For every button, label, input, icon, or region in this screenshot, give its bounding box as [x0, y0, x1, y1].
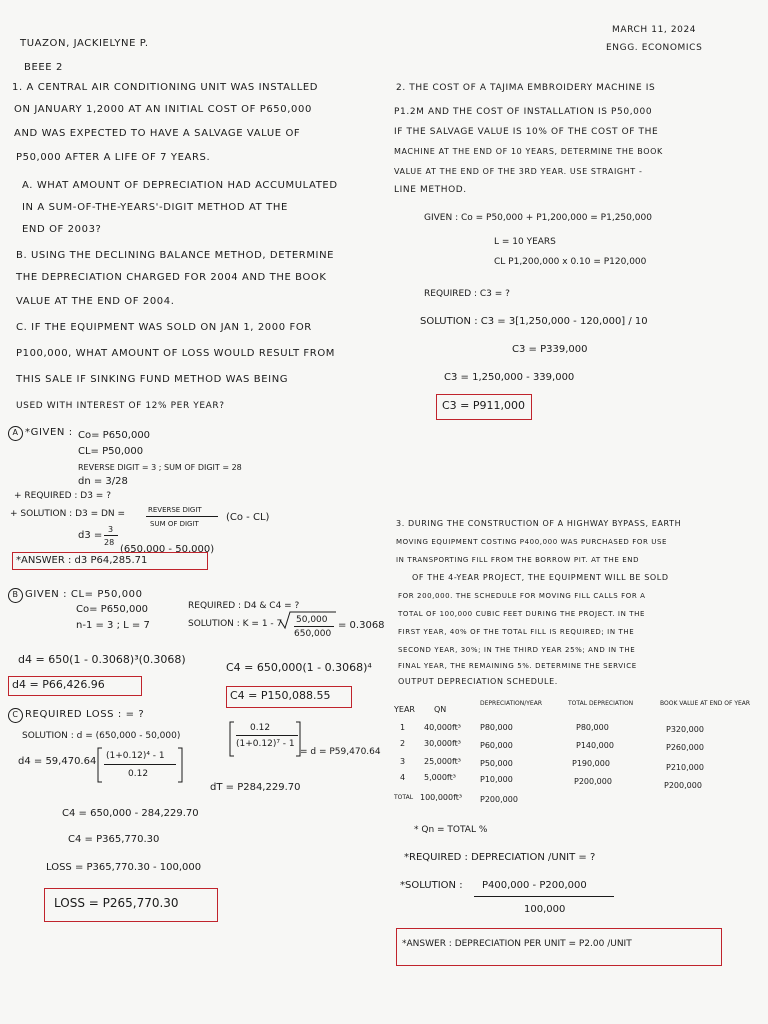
part-a-circle: A [8, 426, 23, 441]
sol-b-solution: SOLUTION : K = 1 - 7 [188, 619, 283, 629]
table-cell: 100,000ft³ [420, 793, 463, 802]
p3-required: *REQUIRED : DEPRECIATION /UNIT = ? [404, 852, 596, 863]
p1-b-line-1: B. USING THE DECLINING BALANCE METHOD, DETERMINE [16, 250, 335, 261]
table-cell: TOTAL [394, 794, 414, 801]
p1-a-line-3: END OF 2003? [22, 224, 102, 235]
sol-b-n: n-1 = 3 ; L = 7 [76, 620, 150, 631]
p3-line-7: FIRST YEAR, 40% OF THE TOTAL FILL IS REQUIRED; IN THE [398, 628, 635, 636]
p2-solution: SOLUTION : C3 = 3[1,250,000 - 120,000] / 10 [420, 316, 648, 327]
table-cell: P200,000 [664, 781, 702, 790]
date: MARCH 11, 2024 [612, 25, 697, 35]
table-cell: 25,000ft³ [424, 757, 462, 766]
table-header-year: YEAR [394, 705, 415, 714]
table-cell: 2 [400, 739, 406, 748]
p3-solution-label: *SOLUTION : [400, 880, 463, 891]
table-cell: P200,000 [480, 795, 518, 804]
sol-c-f2-den: 0.12 [128, 769, 149, 779]
sol-b-co: Co= P650,000 [76, 604, 149, 615]
p2-given-1: GIVEN : Co = P50,000 + P1,200,000 = P1,250,000 [424, 213, 652, 223]
sol-c-f1-den: (1+0.12)⁷ - 1 [236, 739, 295, 749]
sol-a-dn: dn = 3/28 [78, 476, 128, 487]
p2-line-1: 2. THE COST OF A TAJIMA EMBROIDERY MACHINE IS [396, 83, 656, 93]
p2-required: REQUIRED : C3 = ? [424, 289, 510, 299]
sol-b-d4-answer: d4 = P66,426.96 [12, 678, 105, 691]
sol-c-dt: dT = P284,229.70 [210, 782, 301, 793]
p1-line-4: P50,000 AFTER A LIFE OF 7 YEARS. [16, 152, 211, 163]
sol-b-required: REQUIRED : D4 & C4 = ? [188, 601, 300, 611]
sol-c-f1-result: = d = P59,470.64 [300, 747, 381, 757]
sol-c-required: C REQUIRED LOSS : = ? [8, 708, 144, 723]
p2-answer: C3 = P911,000 [442, 399, 526, 412]
table-cell: P200,000 [574, 777, 612, 786]
sol-c-f1-num: 0.12 [250, 723, 271, 733]
sol-a-solution: + SOLUTION : D3 = DN = [10, 509, 126, 519]
section-label: BEEE 2 [24, 62, 63, 73]
table-cell: P190,000 [572, 759, 610, 768]
sol-b-given: B GIVEN : CL= P50,000 [8, 588, 143, 603]
sol-b-d4: d4 = 650(1 - 0.3068)³(0.3068) [18, 653, 186, 666]
p1-b-line-2: THE DEPRECIATION CHARGED FOR 2004 AND THE BOOK [16, 272, 327, 283]
table-cell: P210,000 [666, 763, 704, 772]
sol-a-answer: *ANSWER : d3 P64,285.71 [16, 555, 148, 566]
p3-line-4: OF THE 4-YEAR PROJECT, THE EQUIPMENT WILL BE SOLD [412, 573, 669, 582]
sol-a-fraction-num: REVERSE DIGIT [148, 506, 202, 514]
p1-a-line-1: A. WHAT AMOUNT OF DEPRECIATION HAD ACCUMULATED [22, 180, 338, 191]
sol-a-required: + REQUIRED : D3 = ? [14, 491, 111, 501]
p2-given-2: L = 10 YEARS [494, 237, 556, 247]
p3-line-6: TOTAL OF 100,000 CUBIC FEET DURING THE PROJECT. IN THE [398, 610, 645, 618]
sol-c-c4-value: C4 = P365,770.30 [68, 834, 160, 845]
p3-line-9: FINAL YEAR, THE REMAINING 5%. DETERMINE THE SERVICE [398, 662, 637, 670]
sol-a-d3-label: d3 = [78, 530, 103, 541]
p3-line-1: 3. DURING THE CONSTRUCTION OF A HIGHWAY BYPASS, EARTH [396, 519, 682, 528]
table-cell: P260,000 [666, 743, 704, 752]
sol-b-k: = 0.3068 [338, 620, 385, 631]
p1-c-line-4: USED WITH INTEREST OF 12% PER YEAR? [16, 401, 225, 411]
sol-a-reverse-digit: REVERSE DIGIT = 3 ; SUM OF DIGIT = 28 [78, 463, 242, 472]
table-header-book-value: BOOK VALUE AT END OF YEAR [660, 700, 751, 707]
table-cell: P60,000 [480, 741, 513, 750]
p1-c-line-2: P100,000, WHAT AMOUNT OF LOSS WOULD RESULT FROM [16, 348, 336, 359]
sol-b-c4: C4 = 650,000(1 - 0.3068)⁴ [226, 661, 372, 674]
sol-c-d4: d4 = 59,470.64 [18, 756, 97, 767]
sol-c-answer: LOSS = P265,770.30 [54, 896, 179, 910]
sol-a-cl: CL= P50,000 [78, 446, 144, 457]
table-cell: P140,000 [576, 741, 614, 750]
p3-line-8: SECOND YEAR, 30%; IN THE THIRD YEAR 25%; AND IN THE [398, 646, 636, 654]
student-name: TUAZON, JACKIELYNE P. [20, 38, 149, 49]
sol-c-c4: C4 = 650,000 - 284,229.70 [62, 808, 199, 819]
subject: ENGG. ECONOMICS [606, 43, 703, 53]
p2-line-6: LINE METHOD. [394, 185, 467, 195]
p2-line-5: VALUE AT THE END OF THE 3RD YEAR. USE STRAIGHT - [394, 167, 643, 176]
table-cell: 5,000ft³ [424, 773, 456, 782]
table-header-depreciation: DEPRECIATION/YEAR [480, 700, 542, 707]
sol-a-d3-den: 28 [104, 538, 115, 547]
table-cell: 1 [400, 723, 406, 732]
sol-b-root-den: 650,000 [294, 629, 332, 639]
sol-a-d3-expr: (650,000 - 50,000) [120, 544, 215, 555]
table-cell: P80,000 [480, 723, 513, 732]
p3-fraction-den: 100,000 [524, 904, 566, 915]
p2-line-2: P1.2M AND THE COST OF INSTALLATION IS P50,000 [394, 107, 653, 117]
table-cell: P320,000 [666, 725, 704, 734]
part-b-circle: B [8, 588, 23, 603]
sol-a-d3-num: 3 [108, 525, 114, 534]
p3-answer: *ANSWER : DEPRECIATION PER UNIT = P2.00 /UNIT [402, 939, 632, 949]
p1-c-line-3: THIS SALE IF SINKING FUND METHOD WAS BEING [16, 374, 289, 385]
part-c-circle: C [8, 708, 23, 723]
table-cell: 40,000ft³ [424, 723, 462, 732]
p1-line-1: 1. A CENTRAL AIR CONDITIONING UNIT WAS INSTALLED [12, 82, 319, 93]
p2-line-4: MACHINE AT THE END OF 10 YEARS, DETERMINE THE BOOK [394, 147, 663, 156]
sol-c-solution: SOLUTION : d = (650,000 - 50,000) [22, 731, 181, 741]
table-cell: P50,000 [480, 759, 513, 768]
p3-line-3: IN TRANSPORTING FILL FROM THE BORROW PIT. AT THE END [396, 556, 640, 564]
sol-a-fraction-den: SUM OF DIGIT [150, 520, 199, 528]
sol-c-f2-num: (1+0.12)⁴ - 1 [106, 751, 165, 761]
p3-line-2: MOVING EQUIPMENT COSTING P400,000 WAS PURCHASED FOR USE [396, 538, 668, 546]
table-cell: 4 [400, 773, 406, 782]
table-header-total: TOTAL DEPRECIATION [568, 700, 634, 707]
sol-c-loss: LOSS = P365,770.30 - 100,000 [46, 862, 202, 873]
p2-given-3: CL P1,200,000 x 0.10 = P120,000 [494, 257, 647, 267]
p3-fraction-num: P400,000 - P200,000 [482, 880, 587, 891]
p2-value-1: C3 = P339,000 [512, 344, 588, 355]
table-cell: 3 [400, 757, 406, 766]
table-cell: P80,000 [576, 723, 609, 732]
p3-line-5: FOR 200,000. THE SCHEDULE FOR MOVING FILL CALLS FOR A [398, 592, 646, 600]
sol-b-c4-answer: C4 = P150,088.55 [230, 689, 331, 702]
p3-line-10: OUTPUT DEPRECIATION SCHEDULE. [398, 677, 558, 686]
p2-line-3: IF THE SALVAGE VALUE IS 10% OF THE COST OF THE [394, 127, 659, 137]
sol-b-root-num: 50,000 [296, 615, 328, 625]
p1-b-line-3: VALUE AT THE END OF 2004. [16, 296, 175, 307]
p1-a-line-2: IN A SUM-OF-THE-YEARS'-DIGIT METHOD AT THE [22, 202, 288, 213]
table-header-qn: QN [434, 705, 447, 714]
p1-c-line-1: C. IF THE EQUIPMENT WAS SOLD ON JAN 1, 2000 FOR [16, 322, 312, 333]
sol-a-co: Co= P650,000 [78, 430, 151, 441]
p1-line-3: AND WAS EXPECTED TO HAVE A SALVAGE VALUE OF [14, 128, 301, 139]
table-cell: P10,000 [480, 775, 513, 784]
p2-value-2: C3 = 1,250,000 - 339,000 [444, 372, 575, 383]
p1-line-2: ON JANUARY 1,2000 AT AN INITIAL COST OF P650,000 [14, 104, 312, 115]
table-cell: 30,000ft³ [424, 739, 462, 748]
sol-a-given: A *GIVEN : [8, 426, 73, 441]
sol-a-fraction-tail: (Co - CL) [226, 512, 270, 523]
p3-note: * Qn = TOTAL % [414, 825, 488, 835]
